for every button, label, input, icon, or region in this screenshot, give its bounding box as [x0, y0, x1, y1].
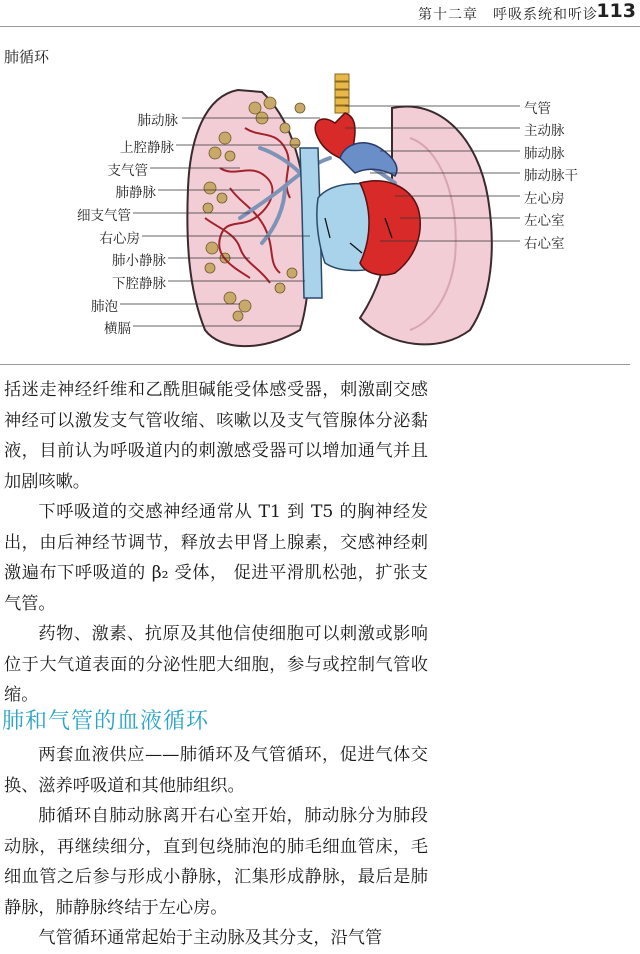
- paragraph: 气管循环通常起始于主动脉及其分支，沿气管: [38, 928, 383, 948]
- page-number: 113: [596, 0, 636, 22]
- label-pulmonary-artery: 肺动脉: [137, 113, 178, 129]
- label-right-atrium: 右心房: [99, 231, 140, 247]
- figure-divider: [0, 364, 630, 365]
- page-header: [0, 0, 640, 26]
- label-inferior-vena-cava: 下腔静脉: [112, 276, 166, 292]
- label-trachea: 气管: [524, 101, 551, 117]
- label-left-ventricle: 左心室: [524, 213, 565, 229]
- label-superior-vena-cava: 上腔静脉: [120, 140, 174, 156]
- label-bronchus: 支气管: [107, 163, 148, 179]
- label-pulmonary-venule: 肺小静脉: [112, 253, 166, 269]
- section-heading: 肺和气管的血液循环: [2, 709, 210, 734]
- trachea: [335, 74, 349, 113]
- label-pulmonary-artery-right: 肺动脉: [524, 146, 565, 162]
- figure-title: 肺循环: [4, 48, 50, 66]
- lung-circulation-figure: [0, 68, 640, 360]
- text-block-top: [4, 375, 428, 711]
- pulmonary-artery-trunk: [340, 143, 397, 176]
- paragraph: 括迷走神经纤维和乙酰胆碱能受体感受器，刺激副交感神经可以激发支气管收缩、咳嗽以及支气管腺体分泌黏液，目前认为呼吸道内的刺激感受器可以增加通气并且加剧咳嗽。: [4, 380, 428, 492]
- label-left-atrium: 左心房: [524, 191, 565, 207]
- label-alveoli: 肺泡: [91, 299, 118, 315]
- label-pulmonary-trunk: 肺动脉干: [524, 168, 578, 184]
- label-bronchiole: 细支气管: [77, 208, 131, 224]
- header-divider: [0, 26, 640, 27]
- paragraph: 下呼吸道的交感神经通常从 T1 到 T5 的胸神经发出，由后神经节调节，释放去甲肾上腺素，交感神经刺激遍布下呼吸道的 β₂ 受体， 促进平滑肌松弛，扩张支气管。: [4, 502, 428, 614]
- label-aorta: 主动脉: [524, 123, 565, 139]
- label-diaphragm: 横膈: [104, 321, 131, 337]
- paragraph: 肺循环自肺动脉离开右心室开始，肺动脉分为肺段动脉，再继续细分，直到包绕肺泡的肺毛细血管床，毛细血管之后参与形成小静脉，汇集形成静脉，最后是肺静脉，肺静脉终结于左心房。: [4, 806, 428, 918]
- paragraph: 两套血液供应——肺循环及气管循环，促进气体交换、滋养呼吸道和其他肺组织。: [4, 745, 428, 796]
- chapter-title: 第十二章 呼吸系统和听诊: [418, 7, 598, 23]
- paragraph: 药物、激素、抗原及其他信使细胞可以刺激或影响位于大气道表面的分泌性肥大细胞，参与或控制气管收缩。: [4, 624, 428, 705]
- label-pulmonary-vein: 肺静脉: [115, 185, 156, 201]
- text-block-bottom: [4, 740, 428, 954]
- label-right-ventricle: 右心室: [524, 236, 565, 252]
